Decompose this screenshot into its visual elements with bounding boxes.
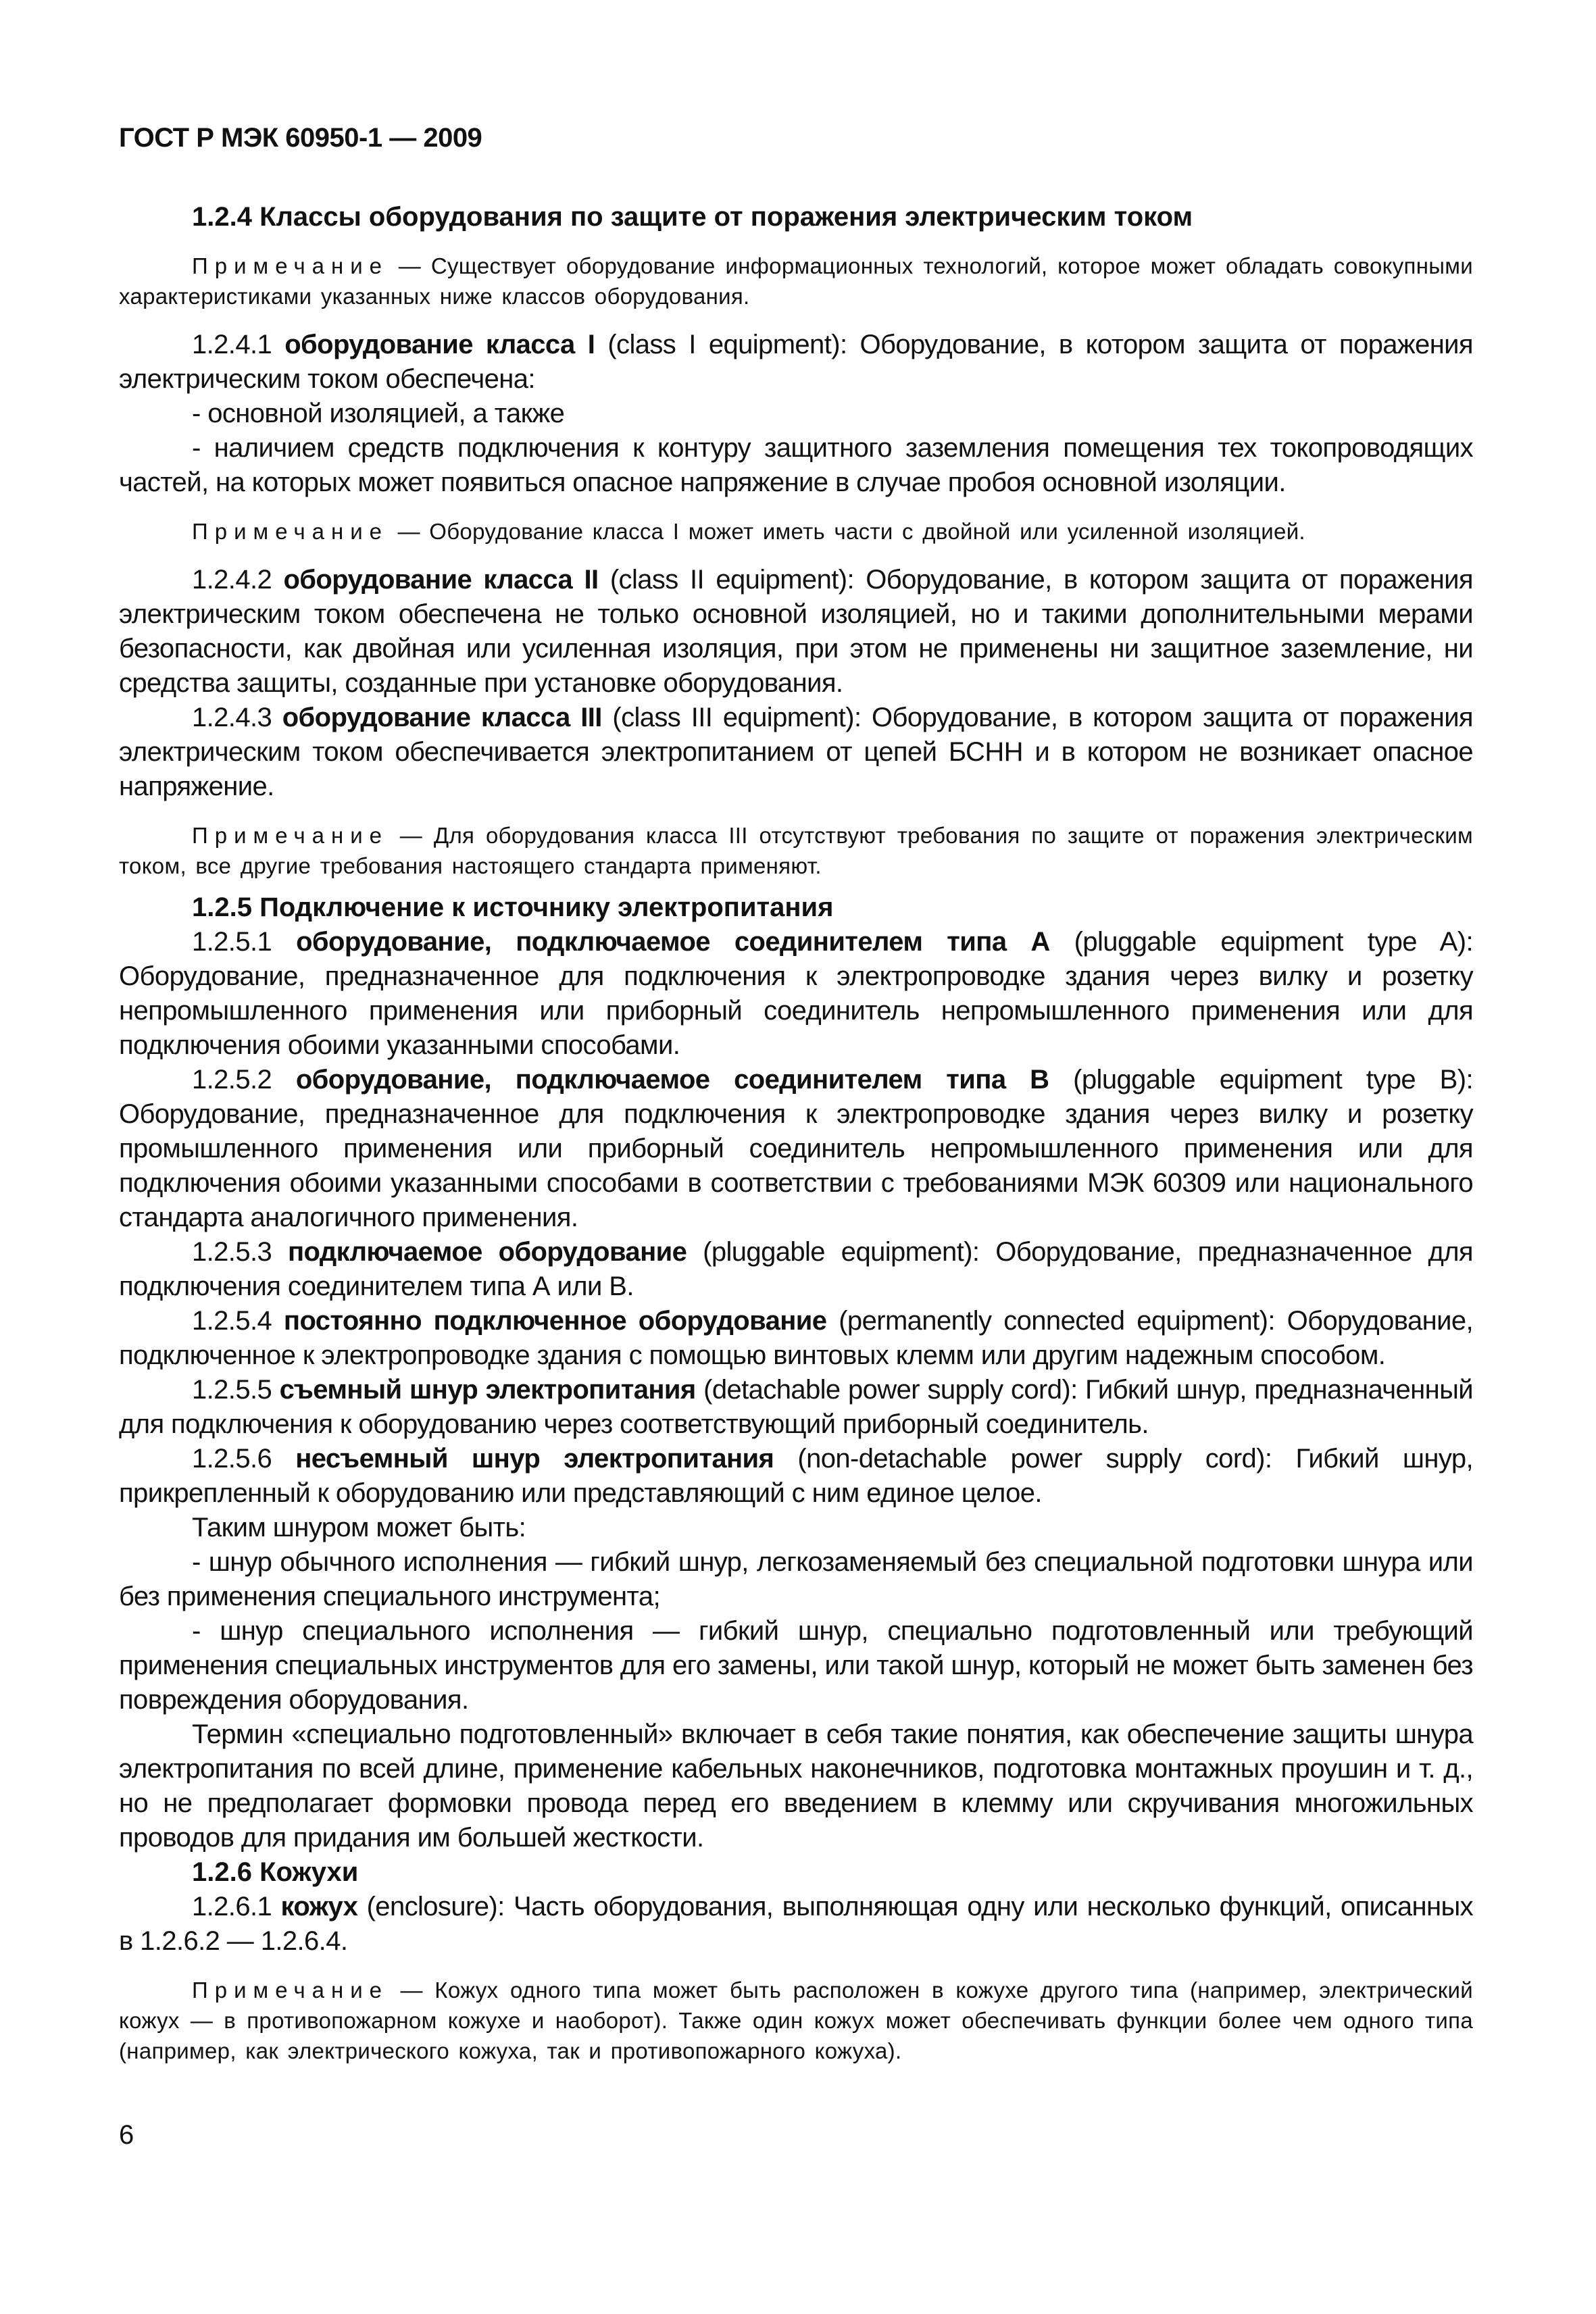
definition: 1.2.5.1 оборудование, подключаемое соединителем типа А (pluggable equipment type A): Оборудование, предназначенное для подключения к электропроводке здания через вилку и розетку непромышленного применения или приборный соединитель непромышленного применения или для подключения обоими указанными способами.: [119, 927, 1473, 1060]
definition: 1.2.5.3 подключаемое оборудование (pluggable equipment): Оборудование, предназначенное для подключения соединителем типа А или В.: [119, 1237, 1473, 1301]
section-heading: 1.2.6 Кожухи: [192, 1857, 359, 1887]
document-body: [119, 200, 1473, 2066]
paragraph: - шнур обычного исполнения — гибкий шнур, легкозаменяемый без специальной подготовки шнура или без применения специального инструмента;: [119, 1547, 1473, 1611]
term: оборудование класса III: [282, 703, 602, 732]
paragraph: - основной изоляцией, а также: [192, 399, 565, 428]
note: Примечание — Оборудование класса I может иметь части с двойной или усиленной изоляцией.: [192, 519, 1305, 544]
definition: 1.2.6.1 кожух (enclosure): Часть оборудования, выполняющая одну или несколько функций, описанных в 1.2.6.2 — 1.2.6.4.: [119, 1892, 1473, 1956]
definition: 1.2.5.2 оборудование, подключаемое соединителем типа В (pluggable equipment type B): Оборудование, предназначенное для подключения к электропроводке здания через вилку и розетку промышленного применения или приборный соединитель непромышленного применения или для подключения обоими указанными способами в соответствии с требованиями МЭК 60309 или национального стандарта аналогичного применения.: [119, 1065, 1473, 1232]
page-number: 6: [119, 2120, 134, 2150]
term: подключаемое оборудование: [288, 1237, 687, 1267]
note-label: Примечание: [192, 823, 389, 848]
paragraph: Термин «специально подготовленный» включает в себя такие понятия, как обеспечение защиты шнура электропитания по всей длине, применение кабельных наконечников, подготовка монтажных проушин и т. д., но не предполагает формовки провода перед его введением в клемму или скручивания многожильных проводов для придания им большей жесткости.: [119, 1719, 1473, 1853]
definition: 1.2.5.4 постоянно подключенное оборудование (permanently connected equipment): Оборудование, подключенное к электропроводке здания с помощью винтовых клемм или другим надежным способом.: [119, 1306, 1473, 1370]
term: оборудование класса II: [283, 565, 599, 595]
document-header: ГОСТ Р МЭК 60950-1 — 2009: [119, 123, 482, 153]
section-heading: 1.2.5 Подключение к источнику электропитания: [192, 892, 834, 922]
note-label: Примечание: [192, 519, 389, 544]
definition: 1.2.4.2 оборудование класса II (class II equipment): Оборудование, в котором защита от поражения электрическим током обеспечена не только основной изоляцией, но и такими дополнительными мерами безопасности, как двойная или усиленная изоляция, при этом не применены ни защитное заземление, ни средства защиты, созданные при установке оборудования.: [119, 565, 1473, 698]
term: оборудование, подключаемое соединителем типа А: [296, 927, 1050, 957]
note: Примечание — Кожух одного типа может быть расположен в кожухе другого типа (например, электрический кожух — в противопожарном кожухе и наоборот). Также один кожух может обеспечивать функции более чем одного типа (например, как электрического кожуха, так и противопожарного кожуха).: [119, 1978, 1473, 2063]
note: Примечание — Существует оборудование информационных технологий, которое может обладать совокупными характеристиками указанных ниже классов оборудования.: [119, 253, 1473, 309]
note-label: Примечание: [192, 1978, 389, 2003]
term: постоянно подключенное оборудование: [283, 1306, 827, 1336]
paragraph: - наличием средств подключения к контуру защитного заземления помещения тех токопроводящих частей, на которых может появиться опасное напряжение в случае пробоя основной изоляции.: [119, 433, 1473, 497]
note-label: Примечание: [192, 253, 389, 278]
section-heading: 1.2.4 Классы оборудования по защите от поражения электрическим током: [192, 202, 1193, 232]
term: съемный шнур электропитания: [279, 1375, 696, 1405]
definition: 1.2.4.1 оборудование класса I (class I equipment): Оборудование, в котором защита от поражения электрическим током обеспечена:: [119, 330, 1473, 394]
term: оборудование, подключаемое соединителем типа В: [295, 1065, 1049, 1095]
paragraph: - шнур специального исполнения — гибкий шнур, специально подготовленный или требующий применения специальных инструментов для его замены, или такой шнур, который не может быть заменен без повреждения оборудования.: [119, 1616, 1473, 1715]
definition: 1.2.5.5 съемный шнур электропитания (detachable power supply cord): Гибкий шнур, предназначенный для подключения к оборудованию через соответствующий приборный соединитель.: [119, 1375, 1473, 1439]
term: несъемный шнур электропитания: [295, 1444, 774, 1474]
definition: 1.2.4.3 оборудование класса III (class III equipment): Оборудование, в котором защита от поражения электрическим током обеспечивается электропитанием от цепей БСНН и в котором не возникает опасное напряжение.: [119, 703, 1473, 801]
paragraph: Таким шнуром может быть:: [192, 1513, 526, 1542]
note: Примечание — Для оборудования класса III отсутствуют требования по защите от поражения электрическим током, все другие требования настоящего стандарта применяют.: [119, 823, 1473, 878]
definition: 1.2.5.6 несъемный шнур электропитания (non-detachable power supply cord): Гибкий шнур, прикрепленный к оборудованию или представляющий с ним единое целое.: [119, 1444, 1473, 1508]
term: оборудование класса I: [284, 330, 595, 359]
term: кожух: [280, 1892, 358, 1921]
